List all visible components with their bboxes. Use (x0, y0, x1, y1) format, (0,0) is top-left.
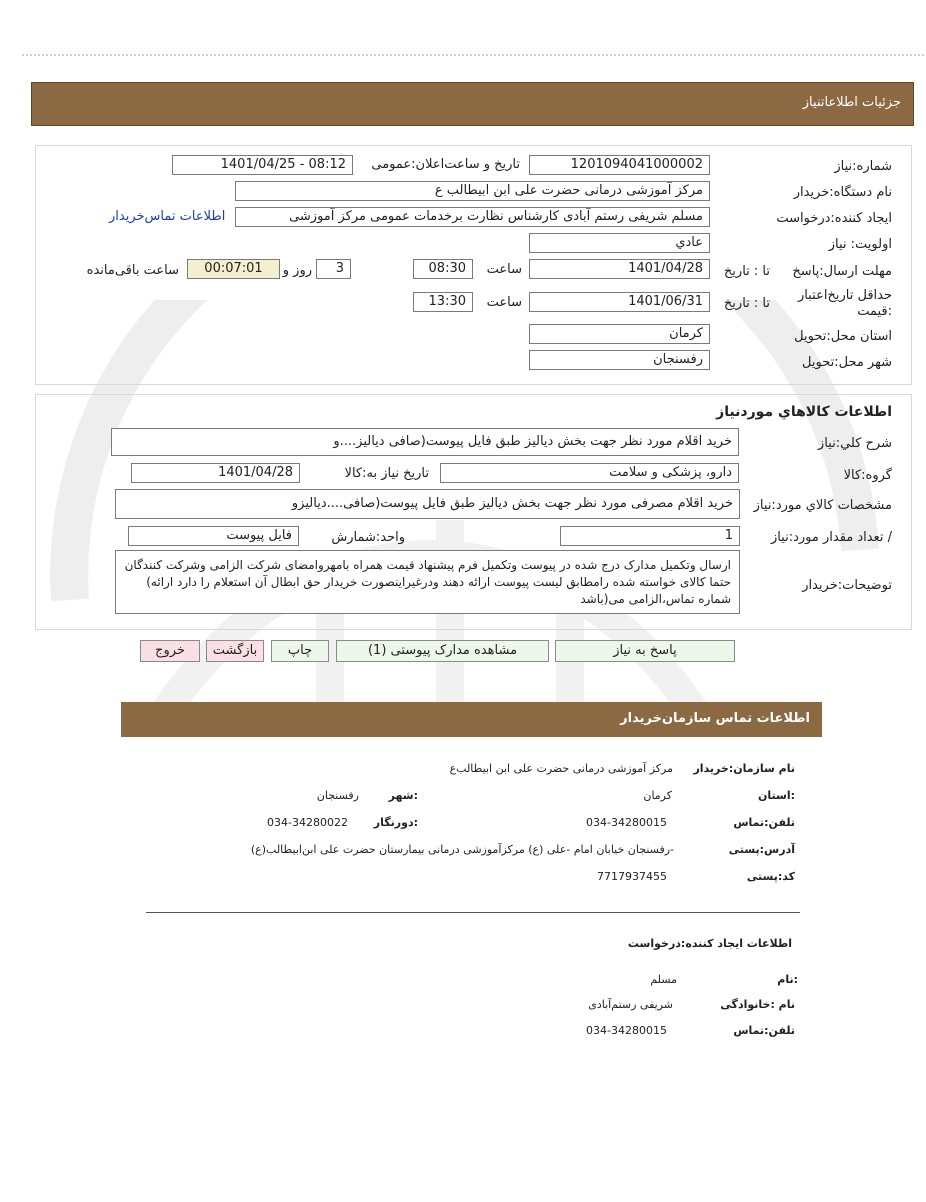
contact-province-value: کرمان (643, 789, 672, 802)
validity-hour-field: 13:30 (413, 292, 473, 312)
need-date-field: 1401/04/28 (131, 463, 300, 483)
unit-field: فایل پیوست (128, 526, 299, 546)
need-date-label: تاریخ نیاز به:کالا (344, 466, 429, 481)
fax-value: 034-34280022 (267, 816, 348, 829)
days-remaining-field: 3 (316, 259, 351, 279)
fax-label: :دورنگار (373, 816, 418, 829)
time-remaining-label: ساعت باقی‌مانده (86, 263, 179, 278)
deadline-date-field: 1401/04/28 (529, 259, 710, 279)
goods-spec-label: مشخصات کالاي مورد:نياز (753, 498, 892, 513)
buyer-contact-link[interactable]: اطلاعات تماس‌خریدار (109, 209, 226, 224)
contact-header (121, 702, 822, 737)
contact-phone-label: تلفن:تماس (733, 816, 795, 829)
contact-divider (146, 912, 800, 913)
deadline-label: مهلت ارسال:پاسخ (792, 264, 892, 279)
need-number-field: 1201094041000002 (529, 155, 710, 175)
creator-label: ایجاد کننده:درخواست (776, 211, 892, 226)
print-button[interactable]: چاپ (271, 640, 329, 662)
requester-title: اطلاعات ایجاد کننده:درخواست (627, 937, 792, 950)
contact-province-label: :استان (758, 789, 795, 802)
province-field: کرمان (529, 324, 710, 344)
address-label: آدرس:پستی (728, 843, 795, 856)
quantity-field: 1 (560, 526, 740, 546)
back-button[interactable]: بازگشت (206, 640, 264, 662)
org-value: مرکز آموزشی درمانی حضرت علی ابن ابیطالب‌ع (449, 762, 673, 775)
requester-name-label: :نام (777, 973, 798, 986)
exit-button[interactable]: خروج (140, 640, 200, 662)
province-label: استان محل:تحویل (794, 329, 892, 344)
buyer-field: مرکز آموزشی درمانی حضرت علی ابن ابیطالب ع (235, 181, 710, 201)
day-label: روز و (282, 263, 312, 278)
contact-city-label: :شهر (388, 789, 418, 802)
validity-hour-label: ساعت (486, 295, 522, 310)
details-header (31, 82, 914, 126)
deadline-hour-field: 08:30 (413, 259, 473, 279)
unit-label: واحد:شمارش (331, 530, 405, 545)
buyer-notes-label: توضیحات:خریدار (802, 578, 892, 593)
requester-phone-label: تلفن:تماس (733, 1024, 795, 1037)
buyer-notes-field: ارسال وتکمیل مدارک درج شده در پیوست وتکمیل فرم پیشنهاد قیمت همراه بامهروامضای شرکت الزامی وشرکت کنندگان حتما کالای خواسته شده رامطابق لیست پیوست ارائه دهند ودرغیراینصورت خریدار حق ابطال آن استعلام را دارد ارائه) شماره تماس،الزامی می(باشد (115, 550, 740, 614)
quantity-label: / تعداد مقدار مورد:نياز (770, 530, 892, 545)
contact-header-title: اطلاعات تماس سازمان‌خریدار (620, 711, 810, 726)
address-value: -رفسنجان خیابان امام -علی (ع) مرکزآموزشی درمانی بیمارستان حضرت علی ابن‌ابیطالب(ع) (250, 843, 674, 856)
top-divider (22, 54, 924, 56)
requester-family-value: شریفی رستم‌آبادی (588, 998, 673, 1011)
goods-desc-field: خرید اقلام مورد نظر جهت بخش دیالیز طبق فایل پیوست(صافی دیالیز....و (111, 428, 739, 456)
goods-group-label: گروه:کالا (843, 468, 892, 483)
org-label: نام سازمان:خریدار (693, 762, 795, 775)
need-number-label: شماره:نیاز (834, 159, 892, 174)
announce-date-label: تاریخ و ساعت‌اعلان:عمومی (371, 157, 520, 172)
requester-family-label: نام :خانوادگی (720, 998, 795, 1011)
announce-date-field: 1401/04/25 - 08:12 (172, 155, 353, 175)
requester-name-value: مسلم (650, 973, 677, 986)
validity-label: حداقل تاریخ‌اعتبار :قیمت (798, 288, 892, 319)
priority-label: اولویت: نیاز (828, 237, 892, 252)
postal-code-label: کد:پستی (746, 870, 795, 883)
priority-field: عادي (529, 233, 710, 253)
reply-button[interactable]: پاسخ به نیاز (555, 640, 735, 662)
buyer-label: نام دستگاه:خریدار (793, 185, 892, 200)
city-label: شهر محل:تحویل (802, 355, 892, 370)
goods-desc-label: شرح کلي:نياز (817, 436, 892, 451)
requester-phone-value: 034-34280015 (586, 1024, 667, 1037)
goods-section-title: اطلاعات کالاهاي موردنياز (716, 404, 892, 420)
deadline-hour-label: ساعت (486, 262, 522, 277)
contact-phone-value: 034-34280015 (586, 816, 667, 829)
validity-to-date-label: تا : تاریخ (723, 296, 770, 311)
postal-code-value: 7717937455 (597, 870, 667, 883)
time-remaining-field: 00:07:01 (187, 259, 280, 279)
view-documents-button[interactable]: مشاهده مدارک پیوستی (1) (336, 640, 549, 662)
city-field: رفسنجان (529, 350, 710, 370)
creator-field: مسلم شریفی رستم آبادی کارشناس نظارت برخدمات عمومی مرکز آموزشی (235, 207, 710, 227)
deadline-to-date-label: تا : تاریخ (723, 264, 770, 279)
contact-city-value: رفسنجان (316, 789, 359, 802)
goods-group-field: دارو، پزشکی و سلامت (440, 463, 739, 483)
goods-spec-field: خرید اقلام مصرفی مورد نظر جهت بخش دیالیز طبق فایل پیوست(صافی....دیالیزو (115, 489, 740, 519)
details-header-title: جزئیات اطلاعاتنیاز (802, 95, 901, 110)
validity-date-field: 1401/06/31 (529, 292, 710, 312)
